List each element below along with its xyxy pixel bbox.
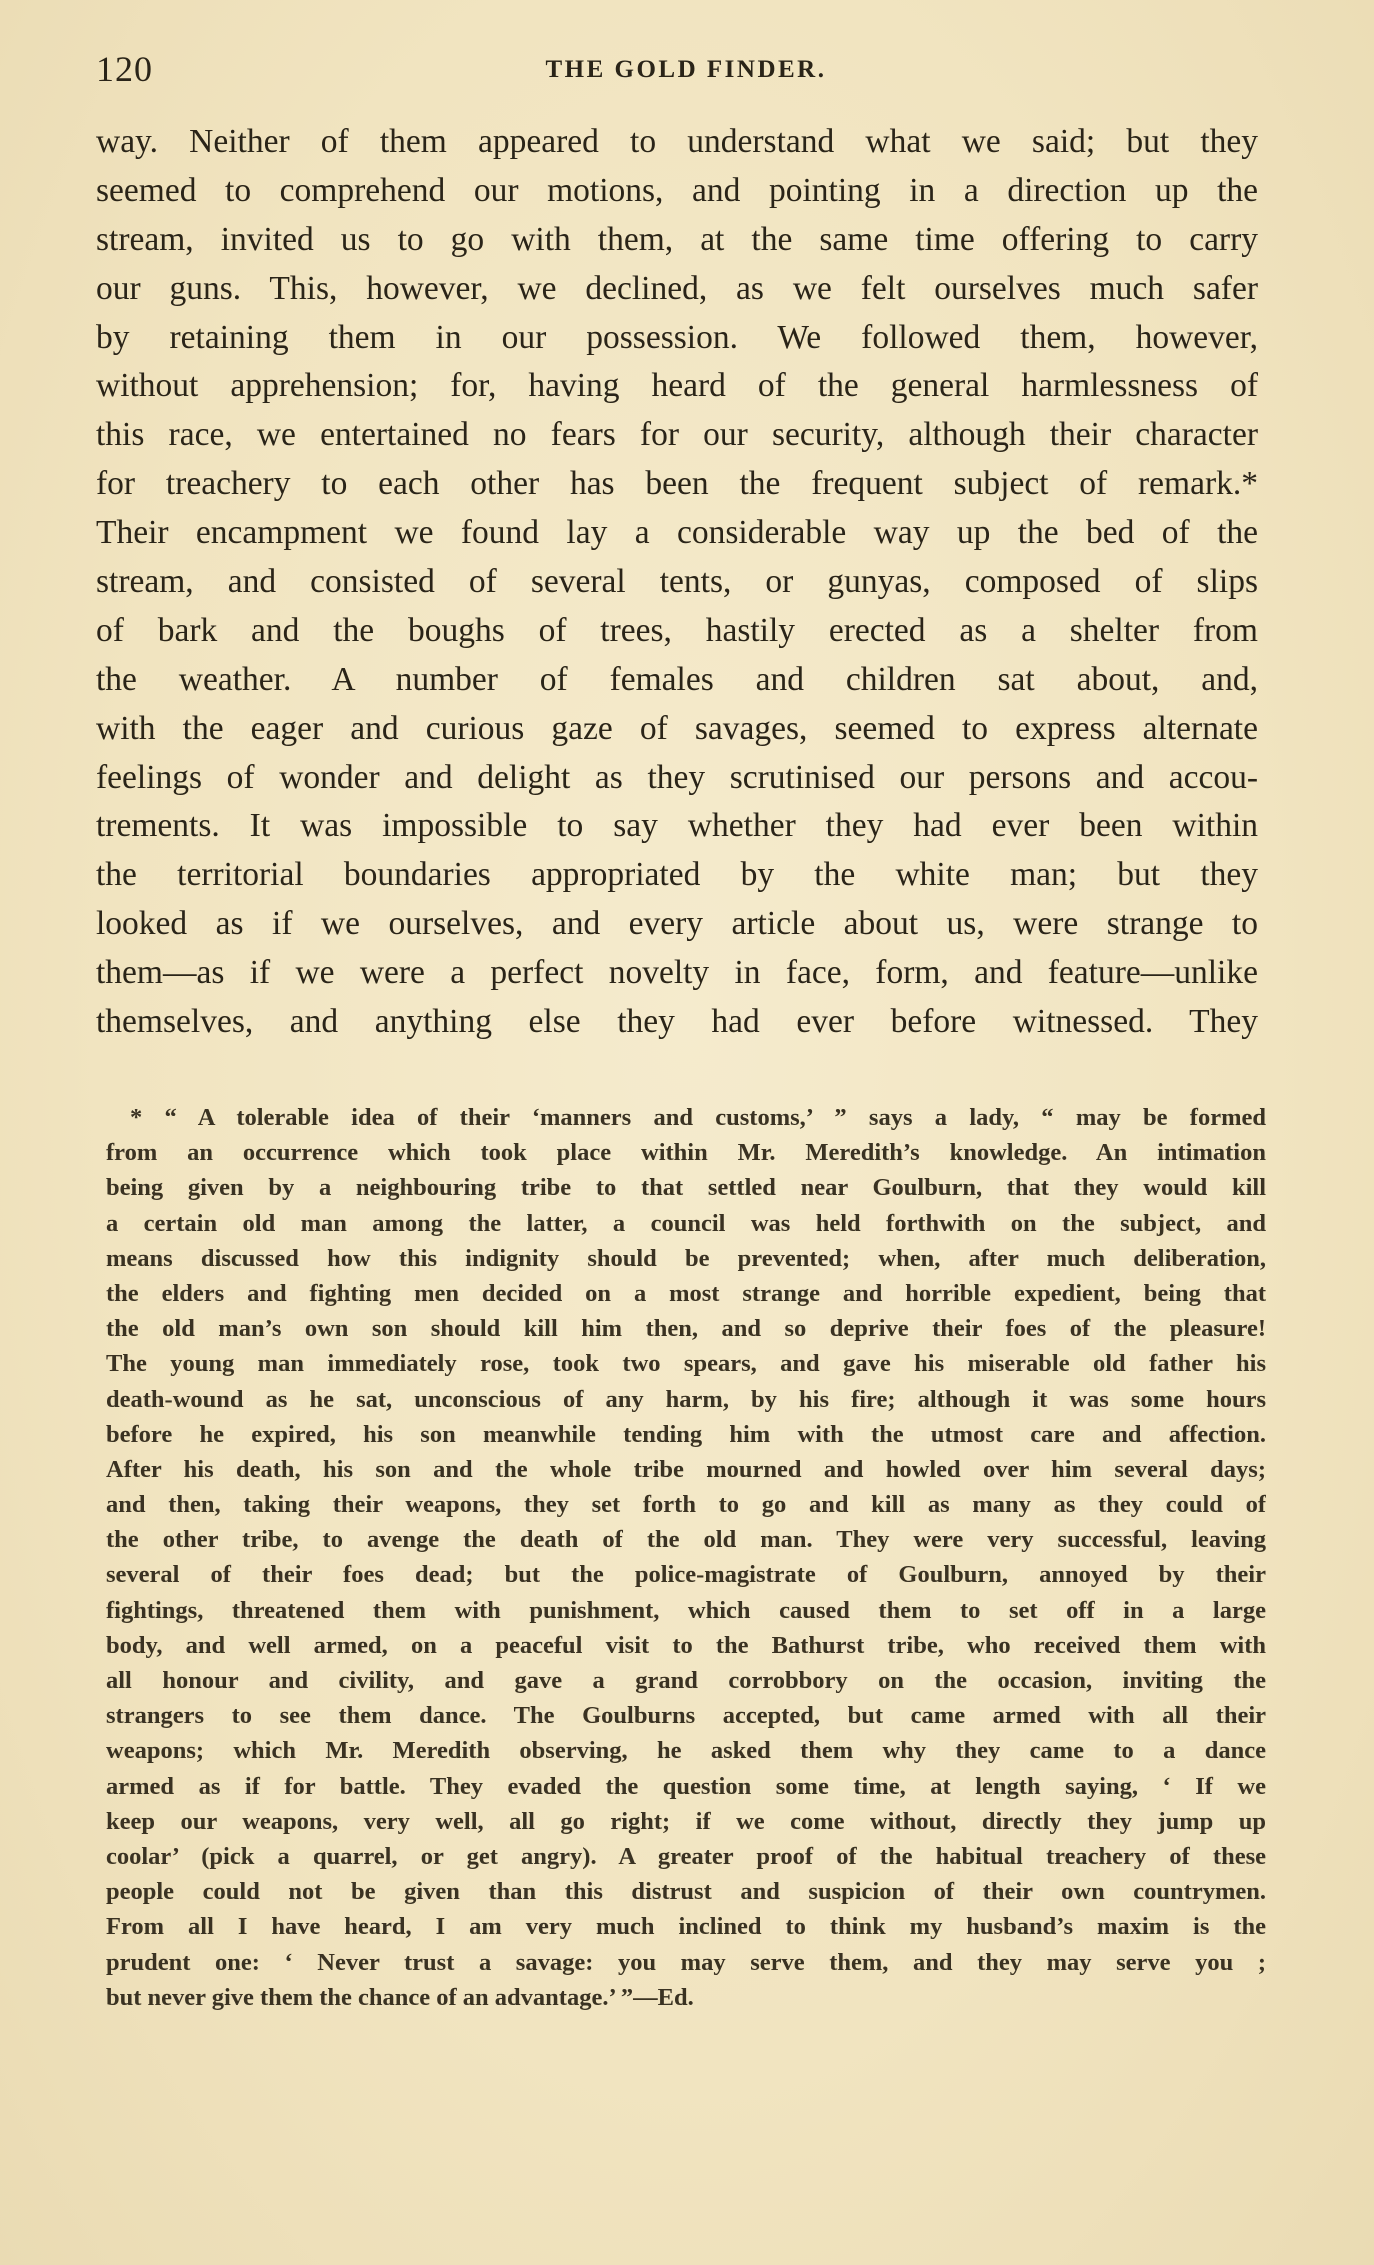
footnote-line: the elders and fighting men decided on a most strange and horrible expedient, being that: [106, 1279, 1266, 1307]
footnote-line: people could not be given than this distrust and suspicion of their own countrymen.: [106, 1878, 1266, 1906]
body-line: by retaining them in our possession. We followed them, however,: [96, 318, 1258, 356]
footnote-line: several of their foes dead; but the police-magistrate of Goulburn, annoyed by their: [106, 1561, 1266, 1589]
body-line: them—as if we were a perfect novelty in face, form, and feature—unlike: [96, 954, 1258, 992]
body-line: our guns. This, however, we declined, as we felt ourselves much safer: [96, 269, 1258, 307]
footnote-line: all honour and civility, and gave a grand corrobbory on the occasion, inviting the: [106, 1667, 1266, 1694]
footnote-line: body, and well armed, on a peaceful visit to the Bathurst tribe, who received them with: [106, 1631, 1266, 1659]
body-line: without apprehension; for, having heard of the general harmlessness of: [96, 367, 1258, 405]
footnote-line: the old man’s own son should kill him then, and so deprive their foes of the pleasure!: [106, 1315, 1266, 1343]
body-line: for treachery to each other has been the frequent subject of remark.*: [96, 465, 1258, 503]
footnote-line: death-wound as he sat, unconscious of any harm, by his fire; although it was some hours: [106, 1385, 1266, 1413]
body-line: seemed to comprehend our motions, and pointing in a direction up the: [96, 171, 1258, 209]
footnote-line: weapons; which Mr. Meredith observing, he asked them why they came to a dance: [106, 1737, 1266, 1765]
footnote-line: keep our weapons, very well, all go right; if we come without, directly they jump up: [106, 1807, 1266, 1835]
footnote-line: and then, taking their weapons, they set forth to go and kill as many as they could of: [106, 1491, 1266, 1519]
body-line: stream, and consisted of several tents, or gunyas, composed of slips: [96, 563, 1258, 601]
footnote-line: being given by a neighbouring tribe to that settled near Goulburn, that they would kill: [106, 1174, 1266, 1202]
footnote-line: fightings, threatened them with punishment, which caused them to set off in a large: [106, 1596, 1266, 1624]
page-number: 120: [96, 49, 153, 89]
footnote-line: from an occurrence which took place within Mr. Meredith’s knowledge. An intimation: [106, 1139, 1266, 1167]
body-line: stream, invited us to go with them, at the same time offering to carry: [96, 220, 1258, 258]
footnote-line: * “ A tolerable idea of their ‘manners and customs,’ ” says a lady, “ may be formed: [130, 1104, 1266, 1131]
body-line: looked as if we ourselves, and every article about us, were strange to: [96, 905, 1258, 943]
body-line: themselves, and anything else they had ever before witnessed. They: [96, 1003, 1258, 1041]
body-line: feelings of wonder and delight as they scrutinised our persons and accou-: [96, 758, 1258, 796]
footnote-line: strangers to see them dance. The Goulburns accepted, but came armed with all their: [106, 1702, 1266, 1730]
body-line: Their encampment we found lay a considerable way up the bed of the: [96, 514, 1258, 552]
body-line: way. Neither of them appeared to understand what we said; but they: [96, 123, 1258, 160]
footnote-line: a certain old man among the latter, a council was held forthwith on the subject, and: [106, 1209, 1266, 1237]
body-line: with the eager and curious gaze of savages, seemed to express alternate: [96, 709, 1258, 747]
footnote-line: means discussed how this indignity should be prevented; when, after much deliberation,: [106, 1244, 1266, 1272]
footnote-line: before he expired, his son meanwhile tending him with the utmost care and affection.: [106, 1420, 1266, 1448]
page-header: [96, 48, 1276, 98]
body-line: the weather. A number of females and children sat about, and,: [96, 660, 1258, 698]
body-line: the territorial boundaries appropriated by the white man; but they: [96, 856, 1258, 894]
running-title: THE GOLD FINDER.: [545, 56, 827, 83]
footnote-line: prudent one: ‘ Never trust a savage: you may serve them, and they may serve you ;: [106, 1948, 1266, 1976]
footnote-line: but never give them the chance of an advantage.’ ”—Ed.: [106, 1983, 694, 2011]
body-text: [96, 118, 1258, 1047]
footnote-line: From all I have heard, I am very much inclined to think my husband’s maxim is the: [106, 1913, 1266, 1941]
body-line: trements. It was impossible to say whether they had ever been within: [96, 807, 1258, 845]
footnote-line: armed as if for battle. They evaded the question some time, at length saying, ‘ If we: [106, 1772, 1266, 1800]
footnote-line: After his death, his son and the whole tribe mourned and howled over him several days;: [106, 1455, 1266, 1483]
body-line: this race, we entertained no fears for our security, although their character: [96, 416, 1258, 454]
footnote-line: coolar’ (pick a quarrel, or get angry). A greater proof of the habitual treachery of these: [106, 1842, 1266, 1870]
footnote: [106, 1100, 1266, 2015]
footnote-line: The young man immediately rose, took two spears, and gave his miserable old father his: [106, 1350, 1266, 1378]
body-line: of bark and the boughs of trees, hastily erected as a shelter from: [96, 611, 1258, 649]
footnote-line: the other tribe, to avenge the death of the old man. They were very successful, leaving: [106, 1526, 1266, 1554]
